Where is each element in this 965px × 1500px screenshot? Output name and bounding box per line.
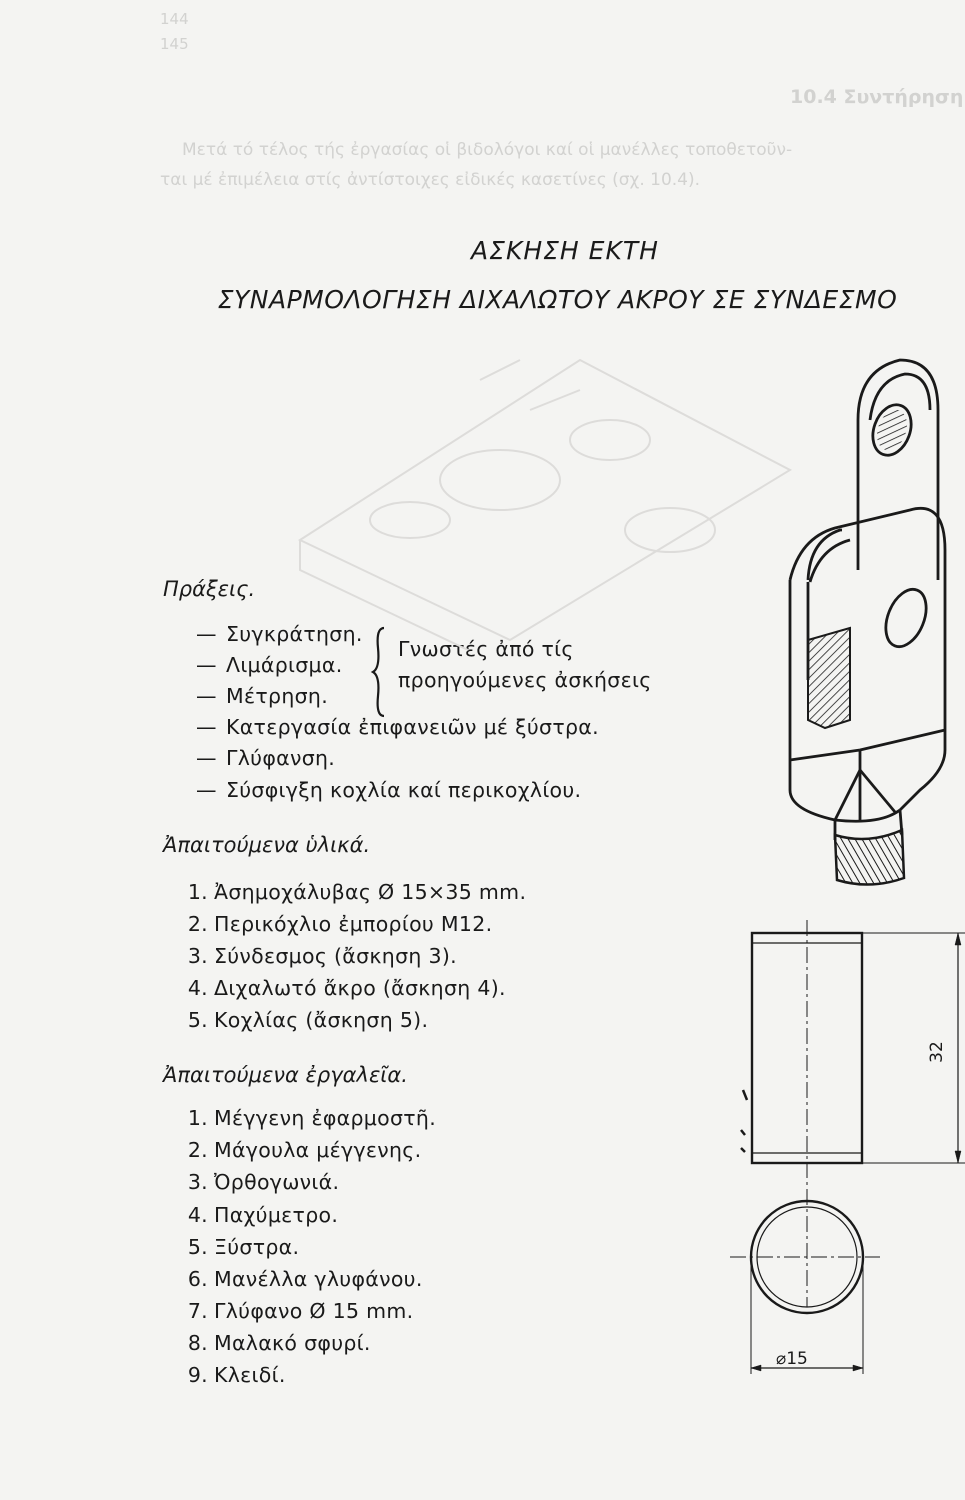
bleed-section-heading: 10.4 Συντήρηση — [790, 86, 964, 108]
operations-heading: Πράξεις. — [163, 577, 256, 601]
operation-item: — Γλύφανση. — [196, 746, 336, 770]
length-dimension: 32 — [926, 1041, 947, 1063]
material-item: 5. Κοχλίας (ἄσκηση 5). — [187, 1008, 429, 1032]
tool-item: 5. Ξύστρα. — [187, 1235, 300, 1259]
material-item: 3. Σύνδεσμος (ἄσκηση 3). — [187, 944, 457, 968]
tool-item: 7. Γλύφανο Ø 15 mm. — [187, 1299, 414, 1323]
tool-item: 9. Κλειδί. — [187, 1363, 286, 1387]
exercise-subtitle: ΣΥΝΑΡΜΟΛΟΓΗΣΗ ΔΙΧΑΛΩΤΟΥ ΑΚΡΟΥ ΣΕ ΣΥΝΔΕΣΜΟ — [217, 285, 898, 314]
diameter-dimension: ⌀15 — [776, 1349, 808, 1369]
bleed-page-number: 144 — [160, 10, 189, 28]
scan-marks — [735, 1085, 765, 1165]
known-note: Γνωστές ἀπό τίς — [398, 637, 574, 661]
known-note: προηγούμενες ἀσκήσεις — [398, 668, 652, 692]
clevis-drawing — [780, 350, 965, 890]
tool-item: 6. Μανέλλα γλυφάνου. — [187, 1267, 423, 1291]
operation-item: — Λιμάρισμα. — [196, 653, 343, 677]
material-item: 2. Περικόχλιο ἐμπορίου Μ12. — [187, 912, 493, 936]
tool-item: 3. Ὀρθογωνιά. — [187, 1170, 340, 1194]
tools-heading: Ἀπαιτούμενα ἐργαλεῖα. — [163, 1063, 408, 1087]
tool-item: 2. Μάγουλα μέγγενης. — [187, 1138, 422, 1162]
operation-item: — Συγκράτηση. — [196, 622, 363, 646]
tool-item: 1. Μέγγενη ἐφαρμοστῆ. — [187, 1106, 437, 1130]
operation-item: — Σύσφιγξη κοχλία καί περικοχλίου. — [196, 778, 582, 802]
material-item: 1. Ἀσημοχάλυβας Ø 15×35 mm. — [187, 880, 527, 904]
bleed-text-line: ται μέ ἐπιμέλεια στίς ἀντίστοιχες εἰδικές κασετίνες (σχ. 10.4). — [160, 170, 701, 190]
materials-heading: Ἀπαιτούμενα ὑλικά. — [163, 833, 371, 857]
tool-item: 4. Παχύμετρο. — [187, 1203, 339, 1227]
material-item: 4. Διχαλωτό ἄκρο (ἄσκηση 4). — [187, 976, 506, 1000]
bleed-page-number: 145 — [160, 35, 189, 53]
bleed-text-line: Μετά τό τέλος τής ἐργασίας οἱ βιδολόγοι καί οἱ μανέλλες τοποθετοῦν- — [182, 140, 793, 160]
operation-item: — Μέτρηση. — [196, 684, 329, 708]
bleed-illustration — [280, 320, 800, 650]
exercise-title: ΑΣΚΗΣΗ ΕΚΤΗ — [471, 236, 659, 265]
tool-item: 8. Μαλακό σφυρί. — [187, 1331, 371, 1355]
operation-item: — Κατεργασία ἐπιφανειῶν μέ ξύστρα. — [196, 715, 599, 739]
